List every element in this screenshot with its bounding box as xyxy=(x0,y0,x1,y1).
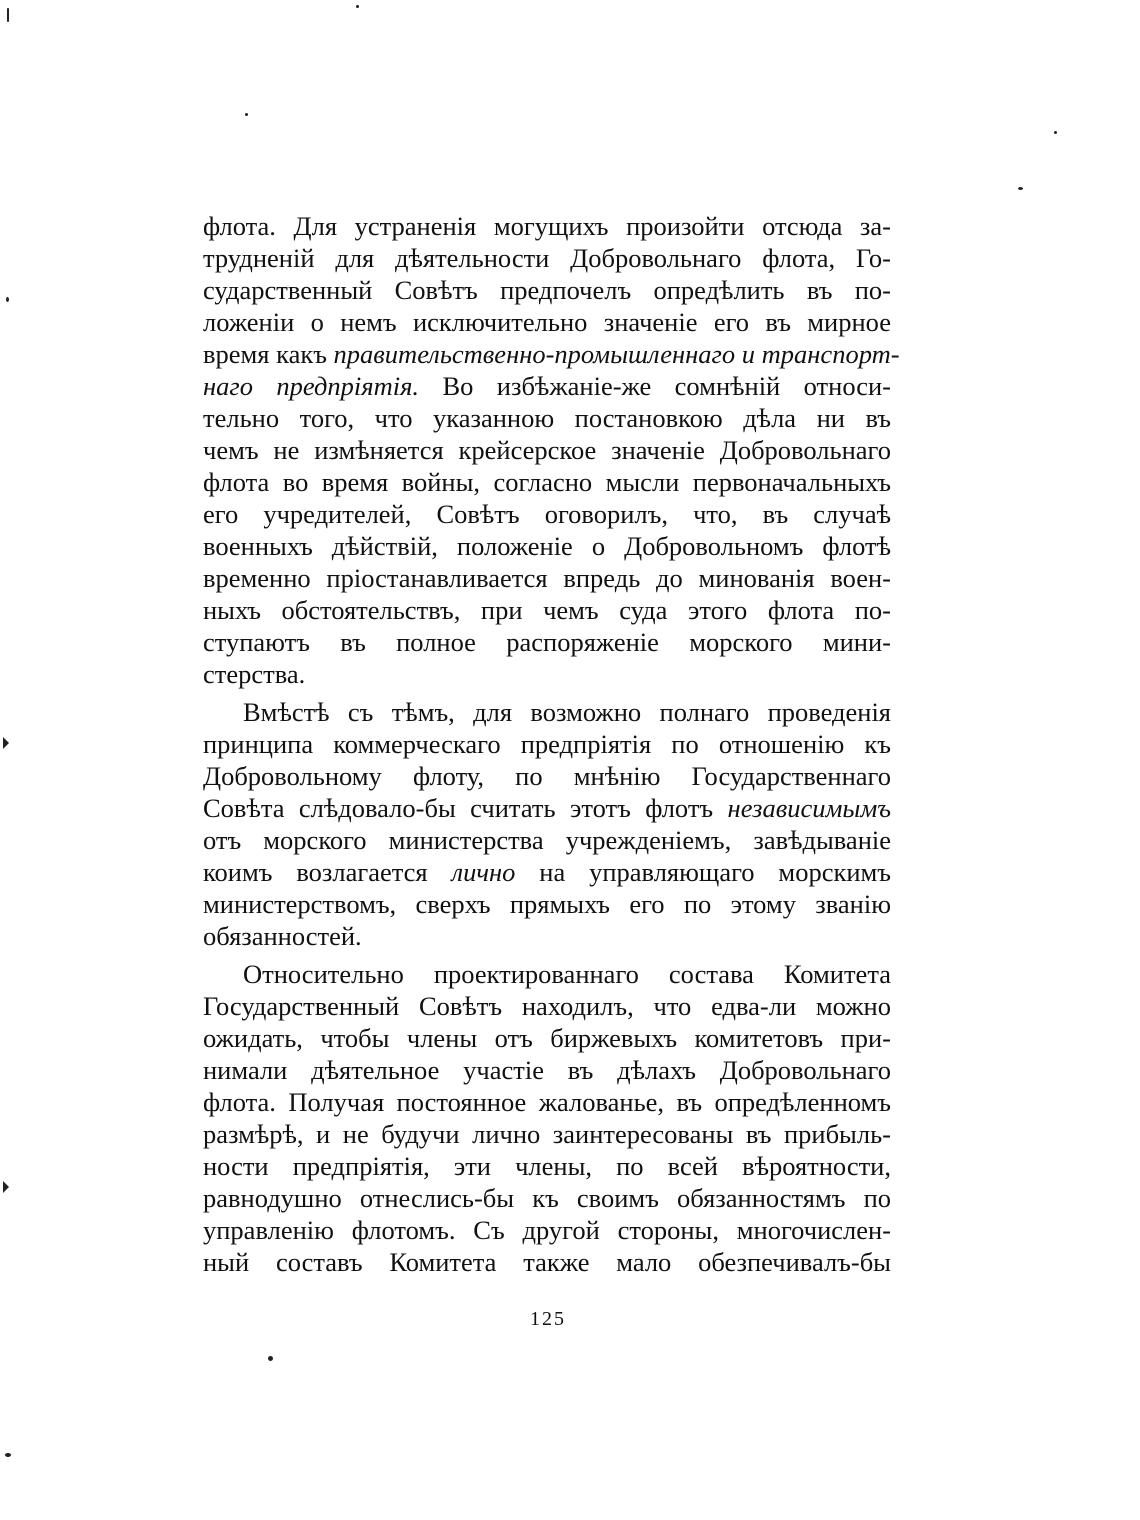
text-line xyxy=(203,1022,891,1054)
text-run: его учредителей, Совѣтъ оговорилъ, что, въ случаѣ xyxy=(203,499,891,529)
scan-speck xyxy=(356,5,359,8)
text-line xyxy=(203,728,891,760)
text-line xyxy=(203,824,891,856)
text-run: нимали дѣятельное участіе въ дѣлахъ Добровольнаго xyxy=(203,1055,891,1085)
text-line xyxy=(203,760,891,792)
body-text xyxy=(203,210,900,1278)
text-run: отъ морского министерства учрежденіемъ, завѣдываніе xyxy=(203,825,891,855)
text-run: ступаютъ въ полное распоряженіе морского мини- xyxy=(203,627,891,657)
italic-text-run: лично xyxy=(451,857,516,887)
text-line xyxy=(203,1246,891,1278)
italic-text-run: правительственно-промышленнаго и транспорт- xyxy=(333,339,900,369)
text-line xyxy=(203,338,900,370)
scan-speck xyxy=(7,8,9,22)
text-line xyxy=(203,856,891,888)
text-run: Добровольному флоту, по мнѣнію Государственнаго xyxy=(203,761,891,791)
scan-speck xyxy=(268,1356,273,1361)
text-line xyxy=(203,370,891,402)
scan-edge-mark xyxy=(3,737,9,749)
text-line xyxy=(203,242,891,274)
text-line xyxy=(203,792,891,824)
italic-text-run: наго предпріятія. xyxy=(203,371,420,401)
text-line xyxy=(203,530,891,562)
text-run: Во избѣжаніе-же сомнѣній относи- xyxy=(419,371,891,401)
text-run: сударственный Совѣтъ предпочелъ опредѣлить въ по- xyxy=(203,275,891,305)
text-line xyxy=(203,888,891,920)
text-line xyxy=(203,498,891,530)
scan-speck xyxy=(6,297,9,302)
text-run: министерствомъ, сверхъ прямыхъ его по этому званію xyxy=(203,889,891,919)
text-run: чемъ не измѣняется крейсерское значеніе Добровольнаго xyxy=(203,435,891,465)
text-run: тельно того, что указанною постановкою дѣла ни въ xyxy=(203,403,891,433)
text-run: ности предпріятія, эти члены, по всей вѣроятности, xyxy=(203,1151,891,1181)
text-line xyxy=(203,1054,891,1086)
text-line xyxy=(203,594,891,626)
text-run: принципа коммерческаго предпріятія по отношенію къ xyxy=(203,729,891,759)
text-line xyxy=(203,1214,891,1246)
text-run: флота. Получая постоянное жалованье, въ опредѣленномъ xyxy=(203,1087,891,1117)
text-run: размѣрѣ, и не будучи лично заинтересованы въ прибыль- xyxy=(203,1119,891,1149)
text-line xyxy=(203,434,891,466)
text-line xyxy=(203,562,891,594)
text-line xyxy=(203,990,891,1022)
text-run: Относительно проектированнаго состава Комитета xyxy=(243,959,891,989)
text-run: обязанностей. xyxy=(203,921,362,951)
text-run: равнодушно отнеслись-бы къ своимъ обязанностямъ по xyxy=(203,1183,891,1213)
text-run: ный составъ Комитета также мало обезпечивалъ-бы xyxy=(203,1247,891,1277)
text-run: стерства. xyxy=(203,659,306,689)
scan-speck xyxy=(1054,131,1057,134)
text-line xyxy=(203,626,891,658)
text-run: на управляющаго морскимъ xyxy=(515,857,891,887)
scan-speck xyxy=(1018,187,1023,190)
text-run: Вмѣстѣ съ тѣмъ, для возможно полнаго проведенія xyxy=(243,697,891,727)
text-run: коимъ возлагается xyxy=(203,857,452,887)
text-run: флота. Для устраненія могущихъ произойти отсюда за- xyxy=(203,211,891,241)
text-run: время какъ xyxy=(203,339,334,369)
scan-speck xyxy=(245,113,248,116)
text-line xyxy=(203,466,891,498)
text-line xyxy=(203,274,891,306)
text-line xyxy=(203,1118,891,1150)
text-run: управленію флотомъ. Съ другой стороны, многочислен- xyxy=(203,1215,891,1245)
text-line xyxy=(203,1150,891,1182)
text-run: ложеніи о немъ исключительно значеніе его въ мирное xyxy=(203,307,891,337)
scan-edge-mark xyxy=(3,1181,9,1193)
text-run: Государственный Совѣтъ находилъ, что едва-ли можно xyxy=(203,991,891,1021)
text-line xyxy=(203,658,891,690)
page-number: 125 xyxy=(530,1308,566,1330)
scan-speck xyxy=(5,1453,11,1457)
text-line xyxy=(203,1182,891,1214)
text-line xyxy=(203,958,891,990)
text-line xyxy=(203,210,891,242)
text-run: флота во время войны, согласно мысли первоначальныхъ xyxy=(203,467,891,497)
text-run: трудненій для дѣятельности Добровольнаго флота, Го- xyxy=(203,243,891,273)
text-run: временно пріостанавливается впредь до минованія воен- xyxy=(203,563,891,593)
text-run: Совѣта слѣдовало-бы считать этотъ флотъ xyxy=(203,793,728,823)
italic-text-run: независимымъ xyxy=(727,793,891,823)
text-run: военныхъ дѣйствій, положеніе о Добровольномъ флотѣ xyxy=(203,531,891,561)
text-line xyxy=(203,696,891,728)
text-line xyxy=(203,306,891,338)
text-run: ожидать, чтобы члены отъ биржевыхъ комитетовъ при- xyxy=(203,1023,891,1053)
text-run: ныхъ обстоятельствъ, при чемъ суда этого флота по- xyxy=(203,595,891,625)
text-line xyxy=(203,920,891,952)
text-line xyxy=(203,402,891,434)
text-line xyxy=(203,1086,891,1118)
